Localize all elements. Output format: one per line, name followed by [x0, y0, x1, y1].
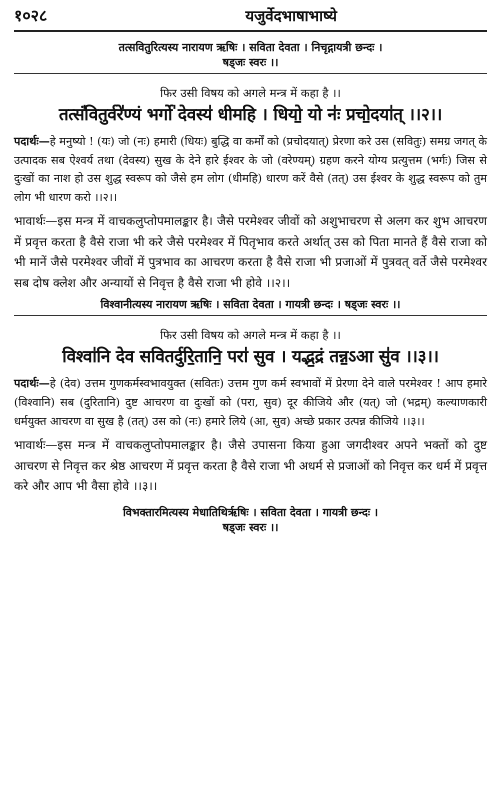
bhavartha-paragraph [14, 211, 487, 293]
padartha-paragraph [14, 374, 487, 431]
rishi-devata-line: विश्वानीत्यस्य नारायण ऋषिः । सविता देवता । गायत्री छन्दः । षड्जः स्वरः ।। [14, 297, 487, 316]
running-title: यजुर्वेदभाषाभाष्ये [245, 7, 337, 25]
bhavartha-label: भावार्थः— [14, 438, 58, 453]
mantra-text: तत्सं॑वितुर्वरे॑ण्यं भर्गो॑ देवस्य॑ धीमहि । धियो॒ यो नः॑ प्रचो॒दया॑त् ।।२।। [58, 105, 443, 125]
mantra-text: विश्वा॑नि देव सवितर्दुरि॒तानि॒ परा॑ सुव । यद्भ॒द्रं तन्न॒ऽआ सु॑व ।।३।। [62, 347, 439, 368]
bhavartha-paragraph [14, 435, 487, 497]
mantra-4-heading [14, 505, 487, 538]
padartha-paragraph [14, 132, 487, 207]
intro-line: फिर उसी विषय को अगले मन्त्र में कहा है ।। [160, 328, 341, 343]
page-header [14, 4, 487, 32]
padartha-text: हे मनुष्यो ! (यः) जो (नः) हमारी (धियः) बुद्धि वा कर्मों को (प्रचोदयात्) प्रेरणा करे उस (सवितुः) समग्र जगत् के उत्पादक सब ऐश्वर्य तथा (देवस्य) सुख के देने हारे ईश्वर के जो (वरेण्यम्) ग्रहण करने योग्य प्रत्युत्तम (भर्गः) जिस से दुःखों का नाश हो उस शुद्ध स्वरूप को जैसे हम लोग (धीमहि) धारण करें वैसे (तत्) उस ईश्वर के शुद्ध स्वरूप को तुम लोग भी धारण करो ।।२।। [14, 135, 487, 204]
mantra-2-section [14, 40, 487, 293]
swara-line: षड्जः स्वरः ।। [222, 520, 279, 534]
page-number: १०२८ [14, 6, 48, 25]
padartha-text: हे (देव) उत्तम गुणकर्मस्वभावयुक्त (सवितः) उत्तम गुण कर्म स्वभावों में प्रेरणा देने वाले परमेश्वर ! आप हमारे (विश्वानि) सब (दुरितानि) दुष्ट आचरण वा दुःखों को (परा, सुव) दूर कीजिये और (यत्) जो (भद्रम्) कल्याणकारी धर्मयुक्त आचरण वा सुख है (तत्) उस को (नः) हमारे लिये (आ, सुव) अच्छे प्रकार उत्पन्न कीजिये ।।३।। [14, 377, 487, 428]
bhavartha-text: इस मन्त्र में वाचकलुप्तोपमालङ्कार है। जैसे उपासना किया हुआ जगदीश्वर अपने भक्तों को दुष्ट आचरण से निवृत्त कर श्रेष्ठ आचरण में प्रवृत्त करता है वैसे राजा भी अधर्म से प्रजाओं को निवृत्त कर धर्म में प्रवृत्त करे और आप भी वैसा होवे ।।३।। [14, 438, 487, 494]
padartha-label: पदार्थः— [14, 134, 50, 148]
mantra-3-section [14, 297, 487, 496]
rishi-devata-line: तत्सवितुरित्यस्य नारायण ऋषिः । सविता देवता । निचृद्गायत्री छन्दः । [118, 41, 383, 54]
swara-line: षड्जः स्वरः ।। [14, 55, 487, 74]
bhavartha-label: भावार्थः— [14, 214, 58, 229]
bhavartha-text: इस मन्त्र में वाचकलुप्तोपमालङ्कार है। जैसे परमेश्वर जीवों को अशुभाचरण से अलग कर शुभ आचरण में प्रवृत्त करता है वैसे राजा भी करे जैसे परमेश्वर में पितृभाव करते अर्थात् उस को पिता मानते हैं वैसे राजा को भी मानें जैसे परमेश्वर जीवों में पुत्रभाव का आचरण करता है वैसे राजा भी प्रजाओं में पुत्रवत् वर्ते जैसे परमेश्वर सब दोष क्लेश और अन्यायों से निवृत्त है वैसे राजा भी होवे ।।२।। [14, 214, 487, 290]
rishi-devata-line: विभक्तारमित्यस्य मेधातिथिर्ऋषिः । सविता देवता । गायत्री छन्दः । [122, 505, 379, 519]
intro-line: फिर उसी विषय को अगले मन्त्र में कहा है ।। [160, 86, 341, 100]
padartha-label: पदार्थः— [14, 376, 50, 391]
